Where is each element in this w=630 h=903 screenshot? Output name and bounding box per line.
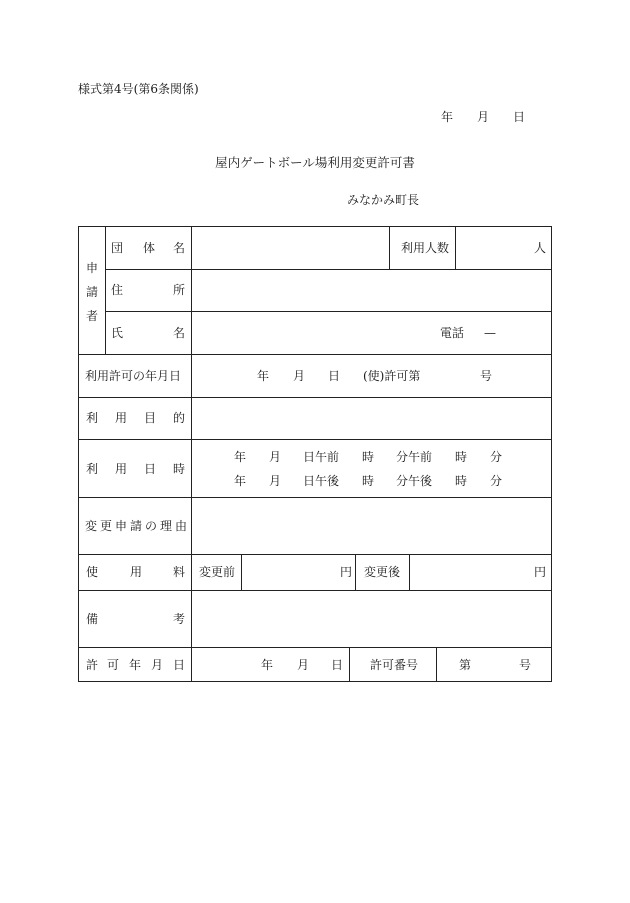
reason-char: 申 bbox=[115, 519, 128, 533]
reason-char: の bbox=[145, 519, 158, 533]
group-name-char: 体 bbox=[143, 241, 156, 255]
permit-number-go: 号 bbox=[519, 658, 532, 672]
permit-ymd-char: 日 bbox=[173, 658, 186, 672]
name-field[interactable] bbox=[192, 312, 432, 354]
datetime-am-minute-end: 分午前 bbox=[396, 450, 433, 464]
date-year: 年 bbox=[441, 110, 454, 124]
users-count-unit: 人 bbox=[534, 241, 547, 255]
name-char: 氏 bbox=[111, 326, 124, 340]
fee-char: 使 bbox=[86, 565, 99, 579]
form-number: 様式第4号(第6条関係) bbox=[78, 82, 199, 96]
fee-char: 料 bbox=[173, 565, 186, 579]
reason-char: 更 bbox=[100, 519, 113, 533]
group-name-field[interactable] bbox=[192, 227, 389, 269]
datetime-char: 利 bbox=[86, 462, 99, 476]
datetime-char: 用 bbox=[115, 462, 128, 476]
applicant-label bbox=[86, 262, 98, 334]
permit-ymd-char: 許 bbox=[86, 658, 99, 672]
date-month: 月 bbox=[477, 110, 490, 124]
datetime-pm-month: 月 bbox=[269, 474, 282, 488]
permit-ymd-year: 年 bbox=[261, 658, 274, 672]
remarks-char: 備 bbox=[86, 612, 99, 626]
reason-char: 請 bbox=[130, 519, 143, 533]
reason-char: 変 bbox=[85, 519, 98, 533]
fee-before-field[interactable] bbox=[242, 555, 355, 590]
reason-char: 理 bbox=[160, 519, 173, 533]
address-field[interactable] bbox=[192, 270, 551, 311]
datetime-pm-minute-end: 分午後 bbox=[396, 474, 433, 488]
applicant-char: 申 bbox=[86, 261, 99, 275]
after-change-label: 変更後 bbox=[364, 565, 401, 579]
datetime-pm-hour-end: 時 bbox=[455, 474, 468, 488]
permit-ymd-char: 月 bbox=[151, 658, 164, 672]
datetime-char: 時 bbox=[173, 462, 186, 476]
permit-number-dai: 第 bbox=[459, 658, 472, 672]
datetime-pm-hour: 時 bbox=[362, 474, 375, 488]
purpose-char: 的 bbox=[173, 411, 186, 425]
purpose-field[interactable] bbox=[192, 398, 551, 439]
datetime-pm-day: 日午後 bbox=[303, 474, 340, 488]
yen-before: 円 bbox=[340, 565, 353, 579]
purpose-char: 利 bbox=[86, 411, 99, 425]
group-name-char: 名 bbox=[173, 241, 186, 255]
date-day: 日 bbox=[513, 110, 526, 124]
purpose-char: 目 bbox=[144, 411, 157, 425]
datetime-am-minute: 分 bbox=[490, 450, 503, 464]
document-title: 屋内ゲートボール場利用変更許可書 bbox=[215, 155, 415, 170]
before-change-label: 変更前 bbox=[199, 565, 236, 579]
permit-date-day: 日 bbox=[328, 369, 341, 383]
users-count-label: 利用人数 bbox=[401, 241, 450, 255]
permit-number-prefix: (使)許可第 bbox=[363, 369, 421, 383]
name-char: 名 bbox=[173, 326, 186, 340]
applicant-char: 請 bbox=[86, 285, 99, 299]
permit-ymd-month: 月 bbox=[297, 658, 310, 672]
remarks-char: 考 bbox=[173, 612, 186, 626]
permit-date-year: 年 bbox=[257, 369, 270, 383]
phone-label: 電話 bbox=[440, 326, 465, 340]
group-name-char: 団 bbox=[111, 241, 124, 255]
permit-date-label: 利用許可の年月日 bbox=[85, 369, 182, 383]
phone-dash: — bbox=[484, 326, 496, 340]
permit-number-label: 許可番号 bbox=[370, 658, 419, 672]
permit-number-suffix: 号 bbox=[480, 369, 493, 383]
permit-ymd-char: 年 bbox=[129, 658, 142, 672]
fee-char: 用 bbox=[130, 565, 143, 579]
permit-date-month: 月 bbox=[293, 369, 306, 383]
change-reason-field[interactable] bbox=[192, 498, 551, 554]
datetime-pm-minute: 分 bbox=[490, 474, 503, 488]
applicant-char: 者 bbox=[86, 309, 99, 323]
permit-ymd-char: 可 bbox=[107, 658, 120, 672]
datetime-am-year: 年 bbox=[234, 450, 247, 464]
reason-char: 由 bbox=[175, 519, 188, 533]
datetime-am-hour: 時 bbox=[362, 450, 375, 464]
datetime-am-hour-end: 時 bbox=[455, 450, 468, 464]
addressee: みなかみ町長 bbox=[347, 193, 420, 207]
purpose-char: 用 bbox=[115, 411, 128, 425]
address-char: 住 bbox=[111, 283, 124, 297]
users-count-field[interactable] bbox=[456, 227, 536, 269]
datetime-am-month: 月 bbox=[269, 450, 282, 464]
datetime-pm-year: 年 bbox=[234, 474, 247, 488]
document-date bbox=[441, 108, 525, 125]
yen-after: 円 bbox=[534, 565, 547, 579]
permit-ymd-day: 日 bbox=[331, 658, 344, 672]
remarks-field[interactable] bbox=[192, 591, 551, 647]
phone-field[interactable] bbox=[468, 312, 551, 354]
permit-form-table bbox=[78, 226, 552, 682]
address-char: 所 bbox=[173, 283, 186, 297]
datetime-am-day: 日午前 bbox=[303, 450, 340, 464]
fee-after-field[interactable] bbox=[410, 555, 551, 590]
datetime-char: 日 bbox=[144, 462, 157, 476]
